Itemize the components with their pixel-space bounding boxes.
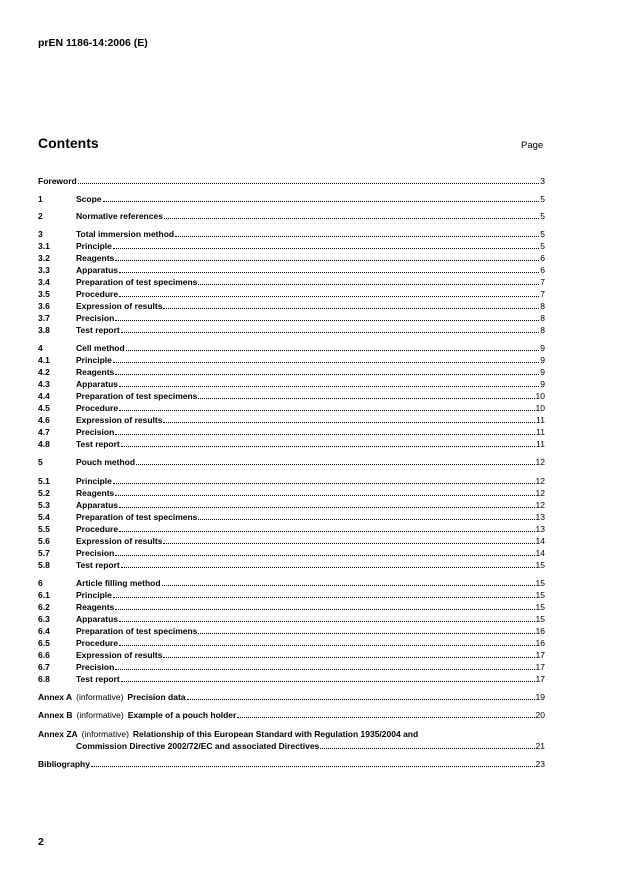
toc-entry[interactable] [38,548,545,559]
page-number: 2 [38,836,44,848]
toc-entry-page: 5 [540,211,545,221]
toc-entry-number: 4.5 [38,403,50,413]
toc-entry-title: Expression of results [76,415,163,425]
toc-leader-dots [121,567,535,568]
toc-entry-number: 6.6 [38,650,50,660]
toc-entry-title: Preparation of test specimens [76,277,198,287]
toc-entry-page: 15 [535,602,545,612]
bibliography-page: 23 [535,759,545,769]
toc-entry-title: Principle [76,241,112,251]
toc-entry[interactable] [38,355,545,366]
toc-entry-number: 6.4 [38,626,50,636]
toc-leader-dots [119,296,539,297]
toc-entry-title: Cell method [76,343,125,353]
toc-entry-page: 6 [540,253,545,263]
toc-annex-entry-continued[interactable] [38,741,545,752]
toc-entry[interactable] [38,289,545,300]
toc-entry-title: Procedure [76,638,119,648]
toc-entry-page: 7 [540,289,545,299]
toc-entry-title: Test report [76,439,120,449]
toc-leader-dots [121,332,539,333]
toc-entry-page: 6 [540,265,545,275]
toc-entry-page: 12 [535,500,545,510]
page-title: Contents [38,135,99,151]
toc-entry[interactable] [38,626,545,637]
toc-entry-number: 6.1 [38,590,50,600]
annex-title: Relationship of this European Standard with Regulation 1935/2004 and [132,729,419,739]
toc-entry-number: 5.5 [38,524,50,534]
toc-entry[interactable] [38,229,545,240]
toc-entry-number: 3.2 [38,253,50,263]
toc-entry-number: 5.8 [38,560,50,570]
toc-entry-page: 13 [535,512,545,522]
toc-entry-title: Article filling method [76,578,161,588]
toc-entry-page: 8 [540,325,545,335]
toc-leader-dots [119,507,534,508]
toc-entry[interactable] [38,253,545,264]
toc-leader-dots [119,531,534,532]
toc-entry[interactable] [38,391,545,402]
toc-entry-page: 16 [535,638,545,648]
toc-leader-dots [198,519,534,520]
toc-entry-number: 4.1 [38,355,50,365]
toc-entry-number: 3.7 [38,313,50,323]
toc-entry-page: 8 [540,301,545,311]
toc-entry[interactable] [38,211,545,222]
toc-entry[interactable] [38,403,545,414]
toc-leader-dots [91,766,535,767]
toc-entry[interactable] [38,241,545,252]
toc-entry-number: 3.8 [38,325,50,335]
toc-entry-number: 3 [38,229,43,239]
toc-entry-number: 6.8 [38,674,50,684]
toc-entry[interactable] [38,476,545,487]
toc-entry-number: 3.6 [38,301,50,311]
toc-entry[interactable] [38,536,545,547]
toc-entry-number: 3.5 [38,289,50,299]
toc-entry-page: 7 [540,277,545,287]
toc-entry-page: 5 [540,241,545,251]
toc-leader-dots [115,260,539,261]
toc-leader-dots [121,446,535,447]
toc-entry-title: Preparation of test specimens [76,512,198,522]
annex-kind: (informative) [76,692,124,702]
toc-leader-dots [113,483,535,484]
toc-entry-title: Test report [76,674,120,684]
annex-title-line2: Commission Directive 2002/72/EC and associated Directives [76,741,320,751]
toc-entry-page: 5 [540,229,545,239]
document-id: prEN 1186-14:2006 (E) [38,37,148,49]
toc-annex-entry[interactable] [38,729,545,740]
toc-entry[interactable] [38,301,545,312]
toc-entry-page: 17 [535,674,545,684]
toc-leader-dots [115,374,539,375]
annex-kind: (informative) [81,729,129,739]
toc-leader-dots [163,543,534,544]
annex-title: Example of a pouch holder [127,710,237,720]
toc-entry-number: 5 [38,457,43,467]
toc-entry-title: Foreword [38,176,77,186]
toc-entry[interactable] [38,343,545,354]
toc-entry-title: Procedure [76,289,119,299]
toc-entry-number: 6 [38,578,43,588]
toc-leader-dots [119,621,534,622]
toc-entry-number: 5.1 [38,476,50,486]
toc-entry-page: 15 [535,578,545,588]
toc-leader-dots [119,645,534,646]
toc-entry-page: 16 [535,626,545,636]
toc-leader-dots [175,236,539,237]
toc-annex-entry[interactable] [38,692,545,703]
toc-entry-number: 4.3 [38,379,50,389]
toc-leader-dots [121,681,535,682]
toc-entry[interactable] [38,512,545,523]
annex-label: Annex B [38,710,73,720]
toc-entry[interactable] [38,560,545,571]
toc-leader-dots [115,555,534,556]
toc-entry-number: 2 [38,211,43,221]
toc-leader-dots [119,272,539,273]
annex-page: 20 [535,710,545,720]
toc-entry-number: 6.5 [38,638,50,648]
toc-entry-title: Pouch method [76,457,136,467]
toc-entry-title: Expression of results [76,536,163,546]
toc-entry[interactable] [38,427,545,438]
toc-entry-page: 15 [535,590,545,600]
toc-entry-number: 4.2 [38,367,50,377]
toc-entry[interactable] [38,500,545,511]
toc-entry-page: 14 [535,548,545,558]
toc-leader-dots [198,398,534,399]
toc-entry[interactable] [38,457,545,468]
toc-entry-number: 4 [38,343,43,353]
toc-entry-title: Precision [76,548,115,558]
toc-entry-page: 5 [540,194,545,204]
toc-entry-number: 4.6 [38,415,50,425]
toc-entry[interactable] [38,488,545,499]
toc-entry-number: 6.3 [38,614,50,624]
toc-entry-number: 5.6 [38,536,50,546]
toc-entry-title: Apparatus [76,379,119,389]
toc-entry-page: 15 [535,560,545,570]
toc-entry[interactable] [38,313,545,324]
toc-annex-entry[interactable] [38,710,545,721]
toc-entry-title: Reagents [76,367,115,377]
toc-entry-page: 15 [535,614,545,624]
annex-page: 19 [535,692,545,702]
annex-kind: (informative) [76,710,124,720]
toc-entry-number: 4.7 [38,427,50,437]
toc-leader-dots [163,657,534,658]
toc-leader-dots [115,609,534,610]
toc-entry-title: Normative references [76,211,163,221]
toc-leader-dots [115,434,535,435]
toc-entry-number: 4.4 [38,391,50,401]
toc-leader-dots [136,464,535,465]
toc-entry-page: 8 [540,313,545,323]
toc-leader-dots [119,386,539,387]
toc-entry[interactable] [38,578,545,589]
toc-entry-title: Reagents [76,602,115,612]
toc-entry[interactable] [38,602,545,613]
toc-leader-dots [237,717,534,718]
toc-entry-title: Test report [76,560,120,570]
toc-entry-title: Expression of results [76,301,163,311]
toc-leader-dots [113,248,539,249]
toc-leader-dots [115,495,534,496]
toc-entry-title: Test report [76,325,120,335]
toc-entry-page: 14 [535,536,545,546]
toc-entry-number: 5.2 [38,488,50,498]
toc-entry[interactable] [38,614,545,625]
toc-leader-dots [198,284,539,285]
toc-entry-page: 17 [535,650,545,660]
toc-entry[interactable] [38,277,545,288]
toc-entry[interactable] [38,674,545,685]
toc-entry-title: Total immersion method [76,229,175,239]
toc-entry-page: 11 [536,439,545,449]
page-column-label: Page [521,140,544,151]
toc-leader-dots [103,201,540,202]
toc-entry-page: 13 [535,524,545,534]
toc-leader-dots [320,748,534,749]
toc-entry-page: 3 [540,176,545,186]
toc-leader-dots [113,362,539,363]
toc-entry-number: 5.3 [38,500,50,510]
toc-entry[interactable] [38,265,545,276]
toc-leader-dots [198,633,534,634]
toc-leader-dots [78,183,540,184]
toc-entry-page: 17 [535,662,545,672]
toc-entry-number: 3.1 [38,241,50,251]
toc-entry-page: 12 [535,457,545,467]
toc-entry-title: Precision [76,427,115,437]
toc-bibliography-entry[interactable] [38,759,545,770]
toc-entry-title: Preparation of test specimens [76,626,198,636]
toc-entry[interactable] [38,638,545,649]
toc-entry-page: 11 [536,415,545,425]
toc-entry[interactable] [38,379,545,390]
annex-title: Precision data [127,692,186,702]
toc-entry-title: Principle [76,590,112,600]
toc-entry[interactable] [38,590,545,601]
toc-entry[interactable] [38,176,545,187]
toc-entry-page: 12 [535,488,545,498]
annex-page: 21 [535,741,545,751]
toc-entry-title: Procedure [76,403,119,413]
toc-entry[interactable] [38,650,545,661]
toc-entry-title: Reagents [76,488,115,498]
toc-entry[interactable] [38,662,545,673]
toc-entry[interactable] [38,367,545,378]
toc-entry-number: 4.8 [38,439,50,449]
toc-entry-page: 11 [536,427,545,437]
toc-entry[interactable] [38,524,545,535]
toc-entry-title: Principle [76,476,112,486]
toc-leader-dots [187,699,535,700]
toc-leader-dots [119,410,534,411]
toc-leader-dots [164,218,539,219]
toc-entry-title: Reagents [76,253,115,263]
toc-entry-page: 10 [535,391,545,401]
toc-entry-number: 3.3 [38,265,50,275]
toc-entry-number: 1 [38,194,43,204]
toc-entry-title: Preparation of test specimens [76,391,198,401]
toc-entry-page: 9 [540,367,545,377]
toc-entry-title: Expression of results [76,650,163,660]
toc-leader-dots [163,308,539,309]
annex-label: Annex ZA [38,729,78,739]
toc-entry-number: 3.4 [38,277,50,287]
toc-entry-title: Precision [76,313,115,323]
toc-entry-page: 10 [535,403,545,413]
toc-leader-dots [163,422,535,423]
toc-entry[interactable] [38,194,545,205]
toc-leader-dots [162,585,535,586]
toc-entry-title: Apparatus [76,500,119,510]
toc-entry-title: Apparatus [76,614,119,624]
toc-entry[interactable] [38,325,545,336]
toc-leader-dots [113,597,535,598]
toc-entry-page: 12 [535,476,545,486]
toc-entry-number: 5.7 [38,548,50,558]
toc-leader-dots [115,320,539,321]
toc-entry-title: Principle [76,355,112,365]
annex-label: Annex A [38,692,73,702]
toc-entry-title: Procedure [76,524,119,534]
toc-entry[interactable] [38,439,545,450]
toc-entry-page: 9 [540,355,545,365]
toc-entry-page: 9 [540,379,545,389]
toc-entry-title: Apparatus [76,265,119,275]
toc-entry-number: 5.4 [38,512,50,522]
toc-entry-title: Precision [76,662,115,672]
toc-entry-title: Scope [76,194,102,204]
toc-entry[interactable] [38,415,545,426]
toc-entry-number: 6.7 [38,662,50,672]
toc-leader-dots [115,669,534,670]
toc-entry-page: 9 [540,343,545,353]
toc-leader-dots [126,350,540,351]
toc-entry-number: 6.2 [38,602,50,612]
bibliography-title: Bibliography [38,759,90,769]
